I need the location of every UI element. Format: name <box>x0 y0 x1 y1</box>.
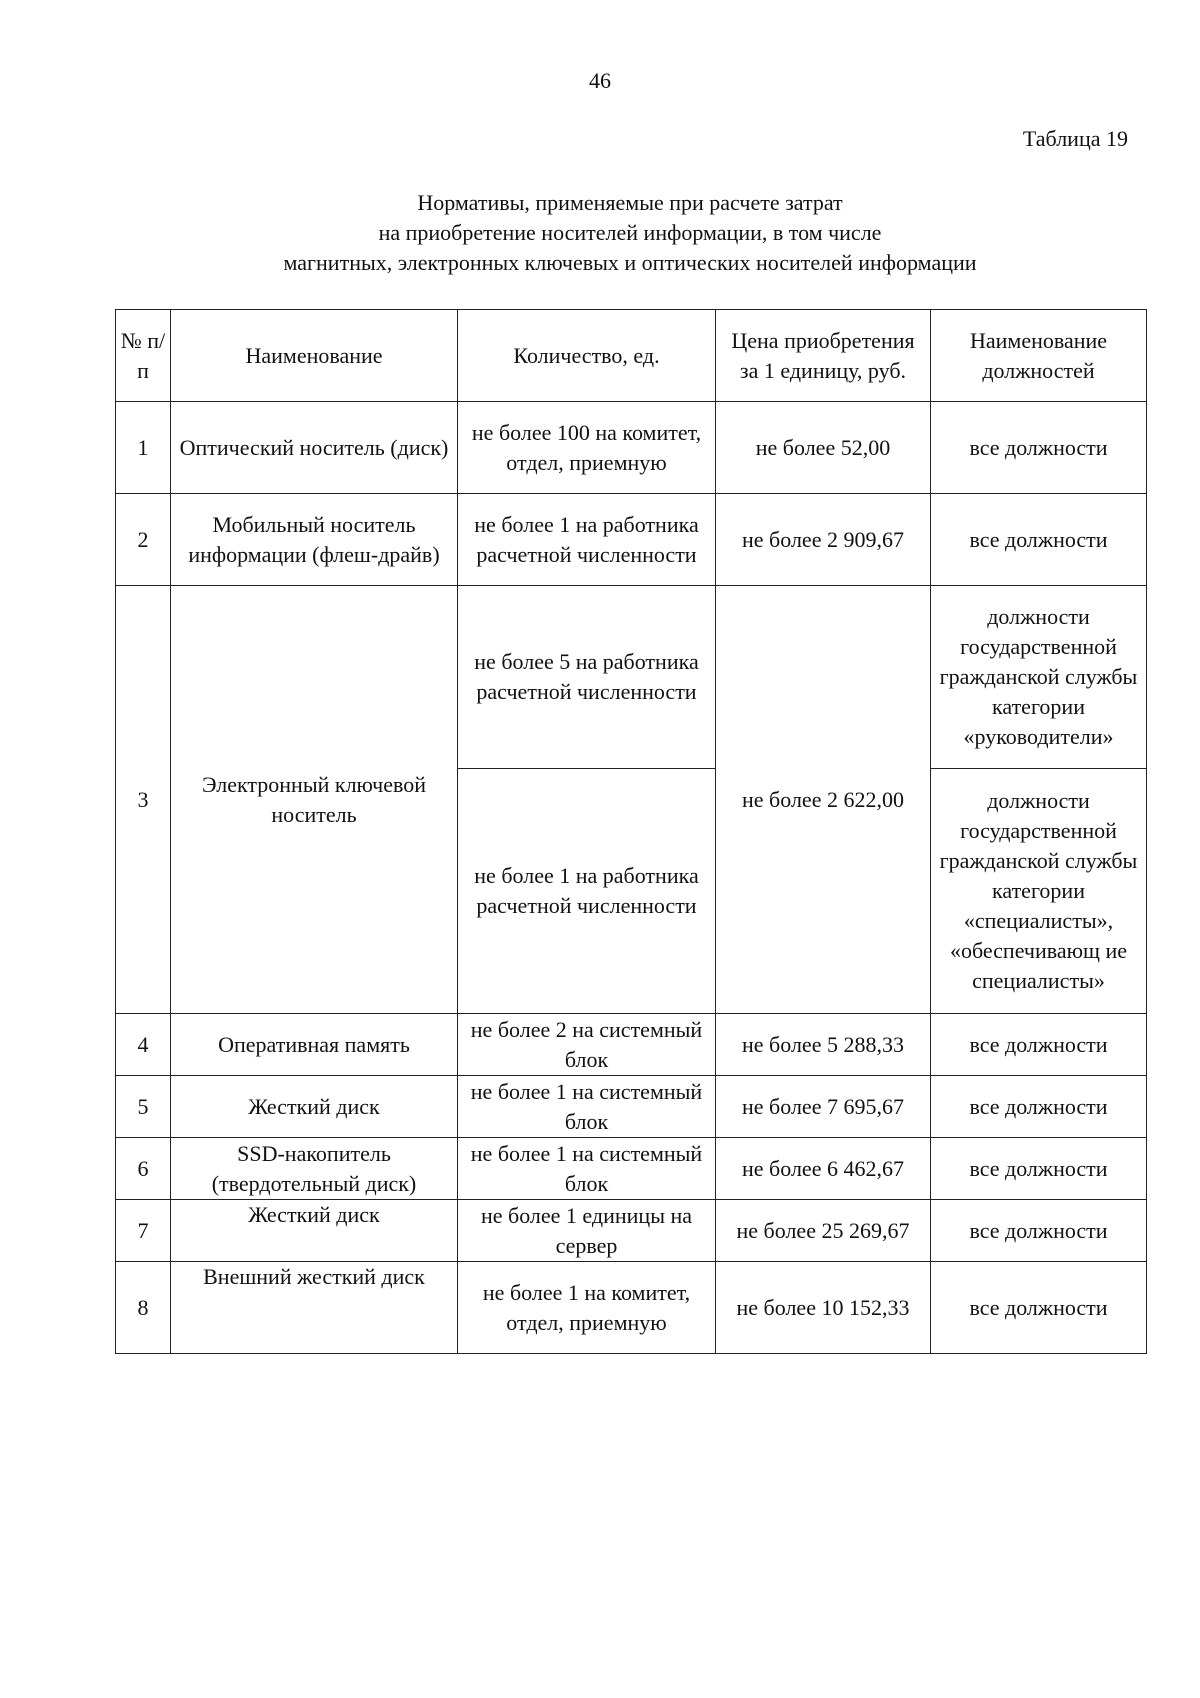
table-row <box>116 1014 1147 1076</box>
row-price: не более 6 462,67 <box>716 1138 931 1200</box>
row-positions: все должности <box>931 1262 1147 1354</box>
title-line: Нормативы, применяемые при расчете затрат <box>417 190 843 215</box>
page-number: 46 <box>589 68 611 93</box>
row-num: 5 <box>116 1076 171 1138</box>
row-num: 8 <box>116 1262 171 1354</box>
row-name: Внешний жесткий диск <box>171 1262 458 1354</box>
row-positions: должности государственной гражданской службы категории «руководители» <box>931 586 1147 769</box>
row-num: 2 <box>116 494 171 586</box>
row-name: Мобильный носитель информации (флеш-драйв) <box>171 494 458 586</box>
table-row <box>116 402 1147 494</box>
row-name: Жесткий диск <box>171 1076 458 1138</box>
row-qty: не более 1 на системный блок <box>458 1076 716 1138</box>
document-title <box>150 188 1110 278</box>
row-num: 7 <box>116 1200 171 1262</box>
row-price: не более 25 269,67 <box>716 1200 931 1262</box>
table-row <box>116 1076 1147 1138</box>
header-positions: Наименование должностей <box>931 310 1147 402</box>
row-qty: не более 100 на комитет, отдел, приемную <box>458 402 716 494</box>
table-row <box>116 1138 1147 1200</box>
row-name: SSD-накопитель (твердотельный диск) <box>171 1138 458 1200</box>
row-num: 1 <box>116 402 171 494</box>
header-num: № п/п <box>116 310 171 402</box>
row-positions: все должности <box>931 1076 1147 1138</box>
header-name: Наименование <box>171 310 458 402</box>
row-num: 6 <box>116 1138 171 1200</box>
title-line: на приобретение носителей информации, в том числе <box>378 220 882 245</box>
header-qty: Количество, ед. <box>458 310 716 402</box>
row-name: Электронный ключевой носитель <box>171 586 458 1014</box>
row-name: Жесткий диск <box>171 1200 458 1262</box>
row-qty: не более 1 на работника расчетной численности <box>458 494 716 586</box>
row-num: 3 <box>116 586 171 1014</box>
title-line: магнитных, электронных ключевых и оптических носителей информации <box>283 250 977 275</box>
row-price: не более 52,00 <box>716 402 931 494</box>
row-positions: должности государственной гражданской службы категории «специалисты», «обеспечивающ ие специалисты» <box>931 769 1147 1014</box>
row-qty: не более 1 на системный блок <box>458 1138 716 1200</box>
row-name: Оперативная память <box>171 1014 458 1076</box>
table-row <box>116 494 1147 586</box>
row-positions: все должности <box>931 1138 1147 1200</box>
table-header-row <box>116 310 1147 402</box>
row-positions: все должности <box>931 1014 1147 1076</box>
row-qty: не более 1 на работника расчетной численности <box>458 769 716 1014</box>
row-price: не более 2 909,67 <box>716 494 931 586</box>
row-positions: все должности <box>931 402 1147 494</box>
table-label: Таблица 19 <box>1022 126 1128 151</box>
row-price: не более 10 152,33 <box>716 1262 931 1354</box>
row-positions: все должности <box>931 494 1147 586</box>
row-num: 4 <box>116 1014 171 1076</box>
row-qty: не более 5 на работника расчетной численности <box>458 586 716 769</box>
header-price: Цена приобретения за 1 единицу, руб. <box>716 310 931 402</box>
norms-table <box>115 309 1147 1354</box>
row-price: не более 5 288,33 <box>716 1014 931 1076</box>
row-qty: не более 1 на комитет, отдел, приемную <box>458 1262 716 1354</box>
row-price: не более 7 695,67 <box>716 1076 931 1138</box>
table-row <box>116 1262 1147 1354</box>
row-name: Оптический носитель (диск) <box>171 402 458 494</box>
row-qty: не более 2 на системный блок <box>458 1014 716 1076</box>
row-positions: все должности <box>931 1200 1147 1262</box>
row-qty: не более 1 единицы на сервер <box>458 1200 716 1262</box>
table-row <box>116 1200 1147 1262</box>
row-price: не более 2 622,00 <box>716 586 931 1014</box>
table-row <box>116 586 1147 769</box>
